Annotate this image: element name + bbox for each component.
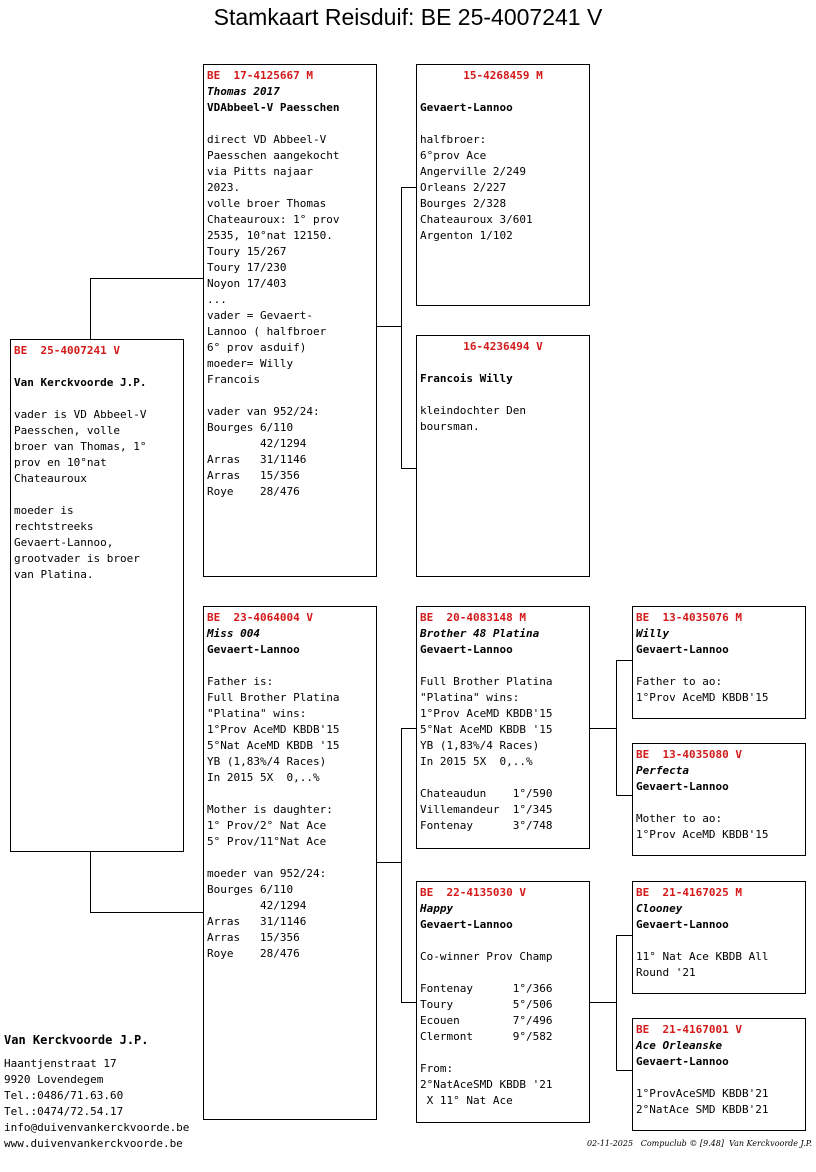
pigeon-name: Perfecta	[636, 764, 689, 777]
pigeon-name: Ace Orleanske	[636, 1039, 723, 1052]
ring-number: BE 25-4007241 V	[14, 344, 120, 357]
pigeon-card-dam-sire[interactable]	[416, 606, 590, 849]
owner-name: Van Kerckvoorde J.P.	[14, 376, 147, 389]
owner-name: Gevaert-Lannoo	[207, 643, 300, 656]
connector-line	[401, 187, 417, 188]
connector-line	[90, 278, 204, 279]
connector-line	[376, 862, 402, 863]
connector-line	[401, 728, 402, 1002]
connector-line	[616, 660, 633, 661]
connector-line	[616, 935, 633, 936]
ring-number: BE 20-4083148 M	[420, 611, 526, 624]
connector-line	[90, 912, 204, 913]
breeder-info	[4, 1032, 189, 1152]
connector-line	[401, 728, 417, 729]
owner-name: Gevaert-Lannoo	[420, 918, 513, 931]
pigeon-name: Thomas 2017	[207, 85, 280, 98]
pigeon-card-dam-sire-sire[interactable]	[632, 606, 806, 719]
connector-line	[401, 1002, 417, 1003]
breeder-city: 9920 Lovendegem	[4, 1073, 104, 1086]
owner-name: Gevaert-Lannoo	[420, 643, 513, 656]
owner-name: Gevaert-Lannoo	[636, 1055, 729, 1068]
breeder-phone-2: Tel.:0474/72.54.17	[4, 1105, 124, 1118]
pigeon-name: Happy	[420, 902, 454, 915]
ring-number: 15-4268459 M	[463, 69, 543, 82]
pigeon-notes: Father to ao: 1°Prov AceMD KBDB'15	[636, 675, 769, 704]
connector-line	[589, 1002, 617, 1003]
pigeon-card-dam-sire-dam[interactable]	[632, 743, 806, 856]
pigeon-card-dam[interactable]	[203, 606, 377, 1120]
pigeon-name: Miss 004	[207, 627, 260, 640]
breeder-street: Haantjenstraat 17	[4, 1057, 117, 1070]
owner-name: VDAbbeel-V Paesschen	[207, 101, 340, 114]
connector-line	[589, 728, 617, 729]
ring-number: BE 23-4064004 V	[207, 611, 313, 624]
pigeon-notes: 1°ProvAceSMD KBDB'21 2°NatAce SMD KBDB'21	[636, 1087, 769, 1116]
pigeon-name: Brother 48 Platina	[420, 627, 540, 640]
ring-number: BE 21-4167025 M	[636, 886, 742, 899]
connector-line	[616, 935, 617, 1070]
pigeon-notes: kleindochter Den boursman.	[420, 404, 526, 433]
owner-name: Gevaert-Lannoo	[636, 918, 729, 931]
page-title: Stamkaart Reisduif: BE 25-4007241 V	[213, 4, 603, 30]
pigeon-notes: vader is VD Abbeel-V Paesschen, volle broer van Thomas, 1° prov en 10°nat Chateauroux moeder is rechtstreeks Gevaert-Lannoo, grootvader is broer van Platina.	[14, 408, 147, 581]
pigeon-notes: direct VD Abbeel-V Paesschen aangekocht via Pitts najaar 2023. volle broer Thomas Chateauroux: 1° prov 2535, 10°nat 12150. Toury 15/267 Toury 17/230 Noyon 17/403 ... vader = Gevaert- Lannoo ( halfbroer 6° prov asduif) moeder= Willy Francois vader van 952/24: Bourges 6/110 42/1294 Arras 31/1146 Arras 15/356 Roye 28/476	[207, 133, 340, 498]
owner-name: Gevaert-Lannoo	[420, 101, 513, 114]
ring-number: 16-4236494 V	[463, 340, 543, 353]
connector-line	[90, 852, 91, 912]
pigeon-notes: halfbroer: 6°prov Ace Angerville 2/249 Orleans 2/227 Bourges 2/328 Chateauroux 3/601 Argenton 1/102	[420, 133, 533, 242]
owner-name: Gevaert-Lannoo	[636, 780, 729, 793]
print-footer: 02-11-2025 Compuclub © [9.48] Van Kerckvoorde J.P.	[586, 1139, 812, 1148]
pigeon-notes: Co-winner Prov Champ Fontenay 1°/366 Toury 5°/506 Ecouen 7°/496 Clermont 9°/582 From: 2°NatAceSMD KBDB '21 X 11° Nat Ace	[420, 950, 553, 1107]
connector-line	[616, 1070, 633, 1071]
pigeon-notes: Full Brother Platina "Platina" wins: 1°Prov AceMD KBDB'15 5°Nat AceMD KBDB '15 YB (1,83%/4 Races) In 2015 5X 0,..% Chateaudun 1°/590 Villemandeur 1°/345 Fontenay 3°/748	[420, 675, 553, 832]
connector-line	[401, 468, 417, 469]
pigeon-notes: Father is: Full Brother Platina "Platina" wins: 1°Prov AceMD KBDB'15 5°Nat AceMD KBDB '15 YB (1,83%/4 Races) In 2015 5X 0,..% Mother is daughter: 1° Prov/2° Nat Ace 5° Prov/11°Nat Ace moeder van 952/24: Bourges 6/110 42/1294 Arras 31/1146 Arras 15/356 Roye 28/476	[207, 675, 340, 960]
pigeon-card-dam-dam-sire[interactable]	[632, 881, 806, 994]
breeder-name: Van Kerckvoorde J.P.	[4, 1033, 149, 1047]
breeder-email-link[interactable]: info@duivenvankerckvoorde.be	[4, 1121, 190, 1134]
connector-line	[90, 278, 91, 340]
ring-number: BE 21-4167001 V	[636, 1023, 742, 1036]
ring-number: BE 22-4135030 V	[420, 886, 526, 899]
connector-line	[376, 326, 402, 327]
ring-number: BE 17-4125667 M	[207, 69, 313, 82]
ring-number: BE 13-4035076 M	[636, 611, 742, 624]
pigeon-notes: 11° Nat Ace KBDB All Round '21	[636, 950, 769, 979]
pigeon-card-dam-dam[interactable]	[416, 881, 590, 1123]
connector-line	[616, 660, 617, 795]
connector-line	[616, 795, 633, 796]
owner-name: Francois Willy	[420, 372, 513, 385]
owner-name: Gevaert-Lannoo	[636, 643, 729, 656]
pigeon-card-dam-dam-dam[interactable]	[632, 1018, 806, 1131]
pigeon-card-sire-sire[interactable]	[416, 64, 590, 306]
pigeon-card-subject[interactable]	[10, 339, 184, 852]
pigeon-name: Willy	[636, 627, 670, 640]
breeder-website-link[interactable]: www.duivenvankerckvoorde.be	[4, 1137, 183, 1150]
breeder-phone-1: Tel.:0486/71.63.60	[4, 1089, 124, 1102]
pigeon-card-sire-dam[interactable]	[416, 335, 590, 577]
pigeon-name: Clooney	[636, 902, 683, 915]
pigeon-card-sire[interactable]	[203, 64, 377, 577]
connector-line	[401, 187, 402, 468]
pigeon-notes: Mother to ao: 1°Prov AceMD KBDB'15	[636, 812, 769, 841]
ring-number: BE 13-4035080 V	[636, 748, 742, 761]
